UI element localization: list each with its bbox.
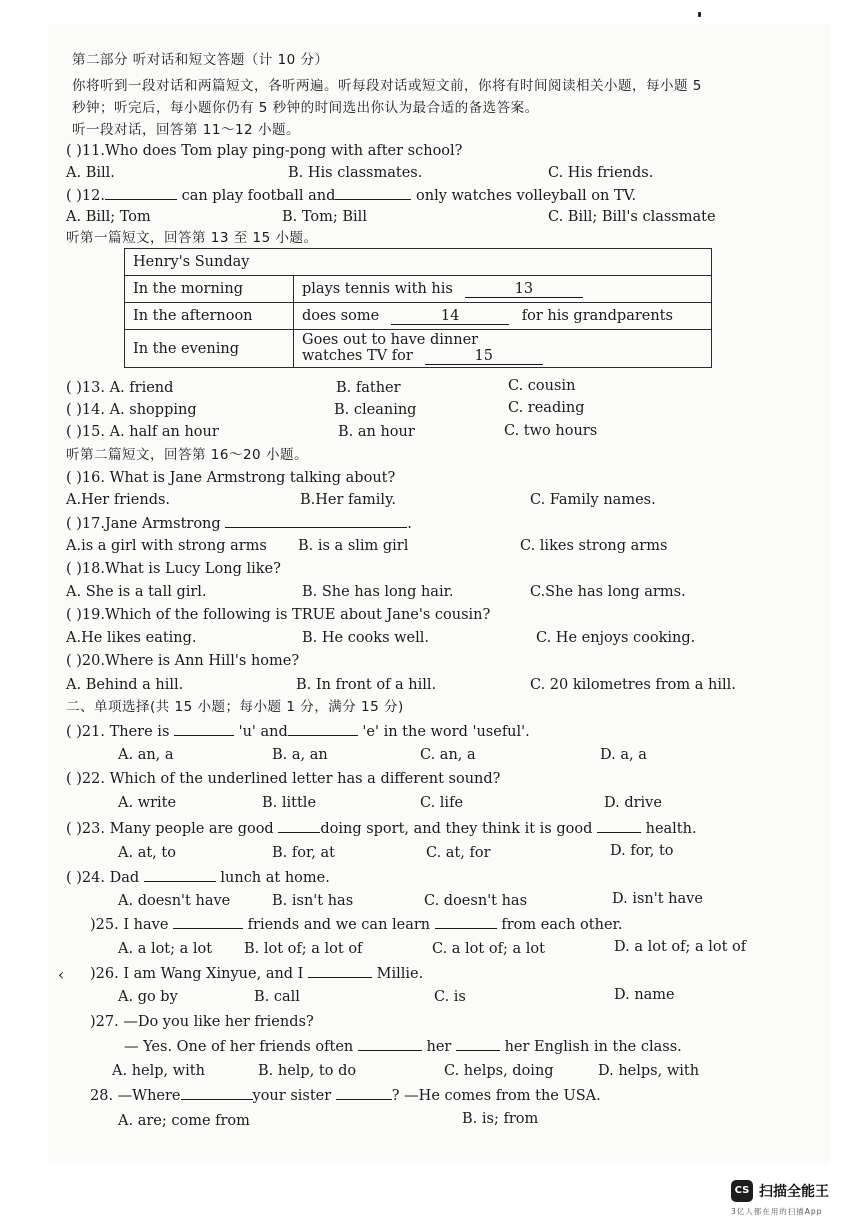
question-21-stem: ( )21. There is 'u' and 'e' in the word 'useful'. (66, 721, 530, 742)
table-time-cell: In the evening (125, 330, 294, 368)
question-24-option-b: B. isn't has (272, 893, 354, 909)
question-24-option-d: D. isn't have (612, 891, 703, 907)
question-20-option-c: C. 20 kilometres from a hill. (530, 677, 736, 693)
question-17-option-a: A.is a girl with strong arms (66, 538, 267, 554)
table-activity-cell: does some 14 for his grandparents (294, 303, 712, 330)
table-activity-cell: plays tennis with his 13 (294, 276, 712, 303)
question-23-option-a: A. at, to (118, 845, 176, 861)
part-2-title: 二、单项选择(共 15 小题；每小题 1 分，满分 15 分) (66, 699, 404, 715)
question-28-stem: 28. —Where your sister ? —He comes from the USA. (90, 1085, 601, 1106)
blank-15: 15 (425, 348, 543, 365)
question-11-option-a: A. Bill. (66, 165, 115, 181)
question-17-option-b: B. is a slim girl (298, 538, 409, 554)
question-19-option-b: B. He cooks well. (302, 630, 430, 646)
question-16-stem: ( )16. What is Jane Armstrong talking about? (66, 470, 396, 486)
table-activity-cell: Goes out to have dinner watches TV for 15 (294, 330, 712, 368)
question-11-stem: ( )11.Who does Tom play ping-pong with after school? (66, 143, 463, 159)
question-18-option-a: A. She is a tall girl. (66, 584, 207, 600)
question-12-option-a: A. Bill; Tom (66, 209, 151, 225)
question-24-option-c: C. doesn't has (424, 893, 528, 909)
watermark-tagline: 3亿人都在用的扫描App (731, 1207, 823, 1216)
question-21-option-d: D. a, a (600, 747, 647, 763)
question-14-option-a: ( )14. A. shopping (66, 402, 197, 418)
question-26-option-d: D. name (614, 987, 675, 1003)
question-23-stem: ( )23. Many people are good doing sport, and they think it is good health. (66, 818, 697, 839)
question-18-stem: ( )18.What is Lucy Long like? (66, 561, 281, 577)
question-22-option-b: B. little (262, 795, 317, 811)
dialog-heading: 听一段对话，回答第 11～12 小题。 (72, 122, 300, 138)
question-25-stem: )25. I have friends and we can learn from each other. (90, 914, 622, 935)
question-12-option-b: B. Tom; Bill (282, 209, 367, 225)
question-27-option-b: B. help, to do (258, 1063, 357, 1079)
question-13-option-b: B. father (336, 380, 401, 396)
question-11-option-b: B. His classmates. (288, 165, 423, 181)
question-25-option-c: C. a lot of; a lot (432, 941, 545, 957)
passage-1-heading: 听第一篇短文，回答第 13 至 15 小题。 (66, 230, 318, 246)
question-22-option-a: A. write (118, 795, 177, 811)
question-14-option-c: C. reading (508, 400, 585, 416)
question-21-option-c: C. an, a (420, 747, 476, 763)
question-21-option-b: B. a, an (272, 747, 328, 763)
instruction-line-2: 秒钟；听完后，每小题你仍有 5 秒钟的时间选出你认为最合适的备选答案。 (72, 100, 539, 116)
question-24-stem: ( )24. Dad lunch at home. (66, 867, 330, 888)
question-25-option-b: B. lot of; a lot of (244, 941, 363, 957)
question-13-option-a: ( )13. A. friend (66, 380, 174, 396)
question-15-option-a: ( )15. A. half an hour (66, 424, 219, 440)
scanner-watermark (731, 1180, 851, 1220)
question-26-option-c: C. is (434, 989, 466, 1005)
question-22-option-c: C. life (420, 795, 464, 811)
question-13-option-c: C. cousin (508, 378, 576, 394)
question-20-option-b: B. In front of a hill. (296, 677, 437, 693)
question-11-option-c: C. His friends. (548, 165, 654, 181)
question-19-stem: ( )19.Which of the following is TRUE about Jane's cousin? (66, 607, 491, 623)
question-12-option-c: C. Bill; Bill's classmate (548, 209, 716, 225)
question-12-stem: ( )12. can play football and only watches volleyball on TV. (66, 185, 636, 206)
blank-13: 13 (465, 281, 583, 298)
question-25-option-d: D. a lot of; a lot of (614, 939, 747, 955)
question-28-option-b: B. is; from (462, 1111, 539, 1127)
question-22-option-d: D. drive (604, 795, 662, 811)
henry-sunday-table (124, 248, 712, 368)
question-14-option-b: B. cleaning (334, 402, 417, 418)
question-23-option-c: C. at, for (426, 845, 491, 861)
question-22-stem: ( )22. Which of the underlined letter has a different sound? (66, 771, 501, 787)
margin-mark-icon: ‹ (58, 965, 65, 984)
question-27-line-2: — Yes. One of her friends often her her English in the class. (124, 1036, 682, 1057)
camscanner-logo-icon: CS (731, 1180, 753, 1202)
question-15-option-c: C. two hours (504, 423, 598, 439)
question-17-stem: ( )17.Jane Armstrong . (66, 513, 412, 534)
question-21-option-a: A. an, a (118, 747, 174, 763)
question-17-option-c: C. likes strong arms (520, 538, 668, 554)
question-24-option-a: A. doesn't have (118, 893, 231, 909)
question-16-option-c: C. Family names. (530, 492, 656, 508)
scan-speck (698, 12, 701, 17)
passage-2-heading: 听第二篇短文，回答第 16～20 小题。 (66, 447, 308, 463)
question-26-option-b: B. call (254, 989, 300, 1005)
question-20-stem: ( )20.Where is Ann Hill's home? (66, 653, 300, 669)
question-26-option-a: A. go by (118, 989, 178, 1005)
question-27-option-c: C. helps, doing (444, 1063, 554, 1079)
question-27-stem: )27. —Do you like her friends? (90, 1014, 314, 1030)
question-15-option-b: B. an hour (338, 424, 415, 440)
instruction-line-1: 你将听到一段对话和两篇短文，各听两遍。听每段对话或短文前，你将有时间阅读相关小题，每小题 5 (72, 78, 702, 94)
question-26-stem: )26. I am Wang Xinyue, and I Millie. (90, 963, 423, 984)
question-19-option-a: A.He likes eating. (66, 630, 197, 646)
question-18-option-b: B. She has long hair. (302, 584, 454, 600)
question-16-option-a: A.Her friends. (66, 492, 171, 508)
table-time-cell: In the morning (125, 276, 294, 303)
question-27-option-d: D. helps, with (598, 1063, 700, 1079)
question-23-option-d: D. for, to (610, 843, 674, 859)
question-20-option-a: A. Behind a hill. (66, 677, 184, 693)
question-28-option-a: A. are; come from (118, 1113, 250, 1129)
question-23-option-b: B. for, at (272, 845, 335, 861)
question-16-option-b: B.Her family. (300, 492, 396, 508)
section-title: 第二部分 听对话和短文答题（计 10 分） (72, 52, 329, 68)
blank-14: 14 (391, 308, 509, 325)
table-title: Henry's Sunday (125, 249, 712, 276)
question-18-option-c: C.She has long arms. (530, 584, 686, 600)
question-27-option-a: A. help, with (112, 1063, 205, 1079)
table-time-cell: In the afternoon (125, 303, 294, 330)
question-19-option-c: C. He enjoys cooking. (536, 630, 696, 646)
question-25-option-a: A. a lot; a lot (118, 941, 213, 957)
watermark-brand: 扫描全能王 (759, 1184, 829, 1200)
